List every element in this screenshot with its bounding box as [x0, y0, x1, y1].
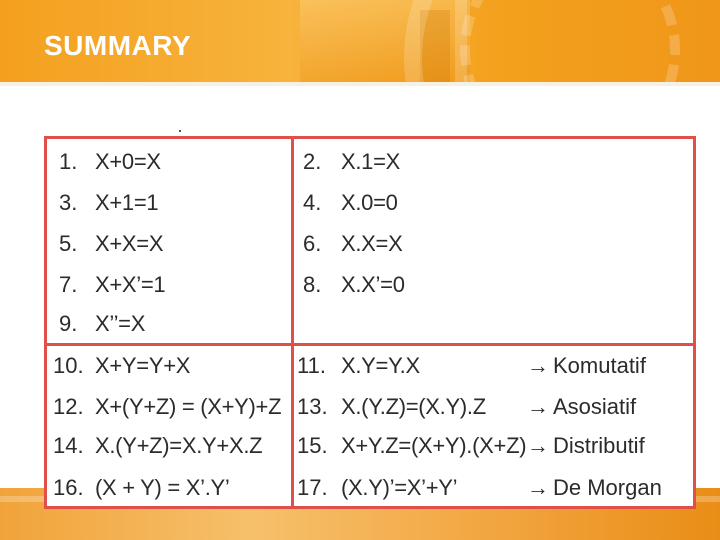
law-expression: X+1=1 [95, 190, 159, 215]
law-name [527, 433, 645, 459]
law-number: 14. [53, 433, 84, 458]
arrow-right-icon: → [527, 475, 549, 500]
law-expression: X+X’=1 [95, 272, 166, 297]
boolean-laws-table [44, 136, 696, 509]
law-number: 11. [297, 353, 326, 378]
law-expression: X.Y=Y.X [341, 353, 420, 378]
law-name [527, 475, 662, 501]
law-number: 1. [59, 149, 78, 174]
law-number: 8. [303, 272, 322, 297]
law-expression: X+0=X [95, 149, 161, 174]
law-expression: (X.Y)’=X’+Y’ [341, 475, 458, 500]
law-expression: X.X’=0 [341, 272, 405, 297]
law-expression: (X + Y) = X’.Y’ [95, 475, 230, 500]
law-number: 15. [297, 433, 328, 458]
law-expression: X.X=X [341, 231, 403, 256]
law-number: 5. [59, 231, 78, 256]
law-number: 2. [303, 149, 322, 174]
header-divider [0, 82, 720, 86]
arrow-right-icon: → [527, 394, 549, 419]
header-banner [0, 0, 720, 82]
law-name [527, 394, 636, 420]
section-divider [47, 343, 693, 346]
law-expression: X+Y=Y+X [95, 353, 191, 378]
law-number: 10. [53, 353, 84, 378]
arrow-right-icon: → [527, 353, 549, 378]
law-name-text: Komutatif [553, 353, 646, 378]
law-number: 12. [53, 394, 84, 419]
law-name-text: Distributif [553, 433, 645, 458]
law-number: 6. [303, 231, 322, 256]
law-name-text: Asosiatif [553, 394, 637, 419]
law-number: 9. [59, 311, 78, 336]
law-name-text: De Morgan [553, 475, 662, 500]
law-expression: X.0=0 [341, 190, 398, 215]
column-divider [291, 139, 294, 506]
law-number: 4. [303, 190, 322, 215]
law-expression: X+Y.Z=(X+Y).(X+Z) [341, 433, 527, 458]
law-number: 13. [297, 394, 328, 419]
law-expression: X+X=X [95, 231, 164, 256]
law-expression: X+(Y+Z) = (X+Y)+Z [95, 394, 282, 419]
law-expression: X.(Y.Z)=(X.Y).Z [341, 394, 486, 419]
law-number: 7. [59, 272, 78, 297]
law-name [527, 353, 646, 379]
law-expression: X.1=X [341, 149, 401, 174]
banner-decoration [460, 0, 680, 82]
law-expression: X.(Y+Z)=X.Y+X.Z [95, 433, 263, 458]
law-number: 3. [59, 190, 78, 215]
stray-mark [179, 130, 181, 132]
arrow-right-icon: → [527, 433, 549, 458]
law-number: 17. [297, 475, 328, 500]
law-expression: X’’=X [95, 311, 146, 336]
law-number: 16. [53, 475, 84, 500]
page-title: SUMMARY [44, 30, 192, 61]
